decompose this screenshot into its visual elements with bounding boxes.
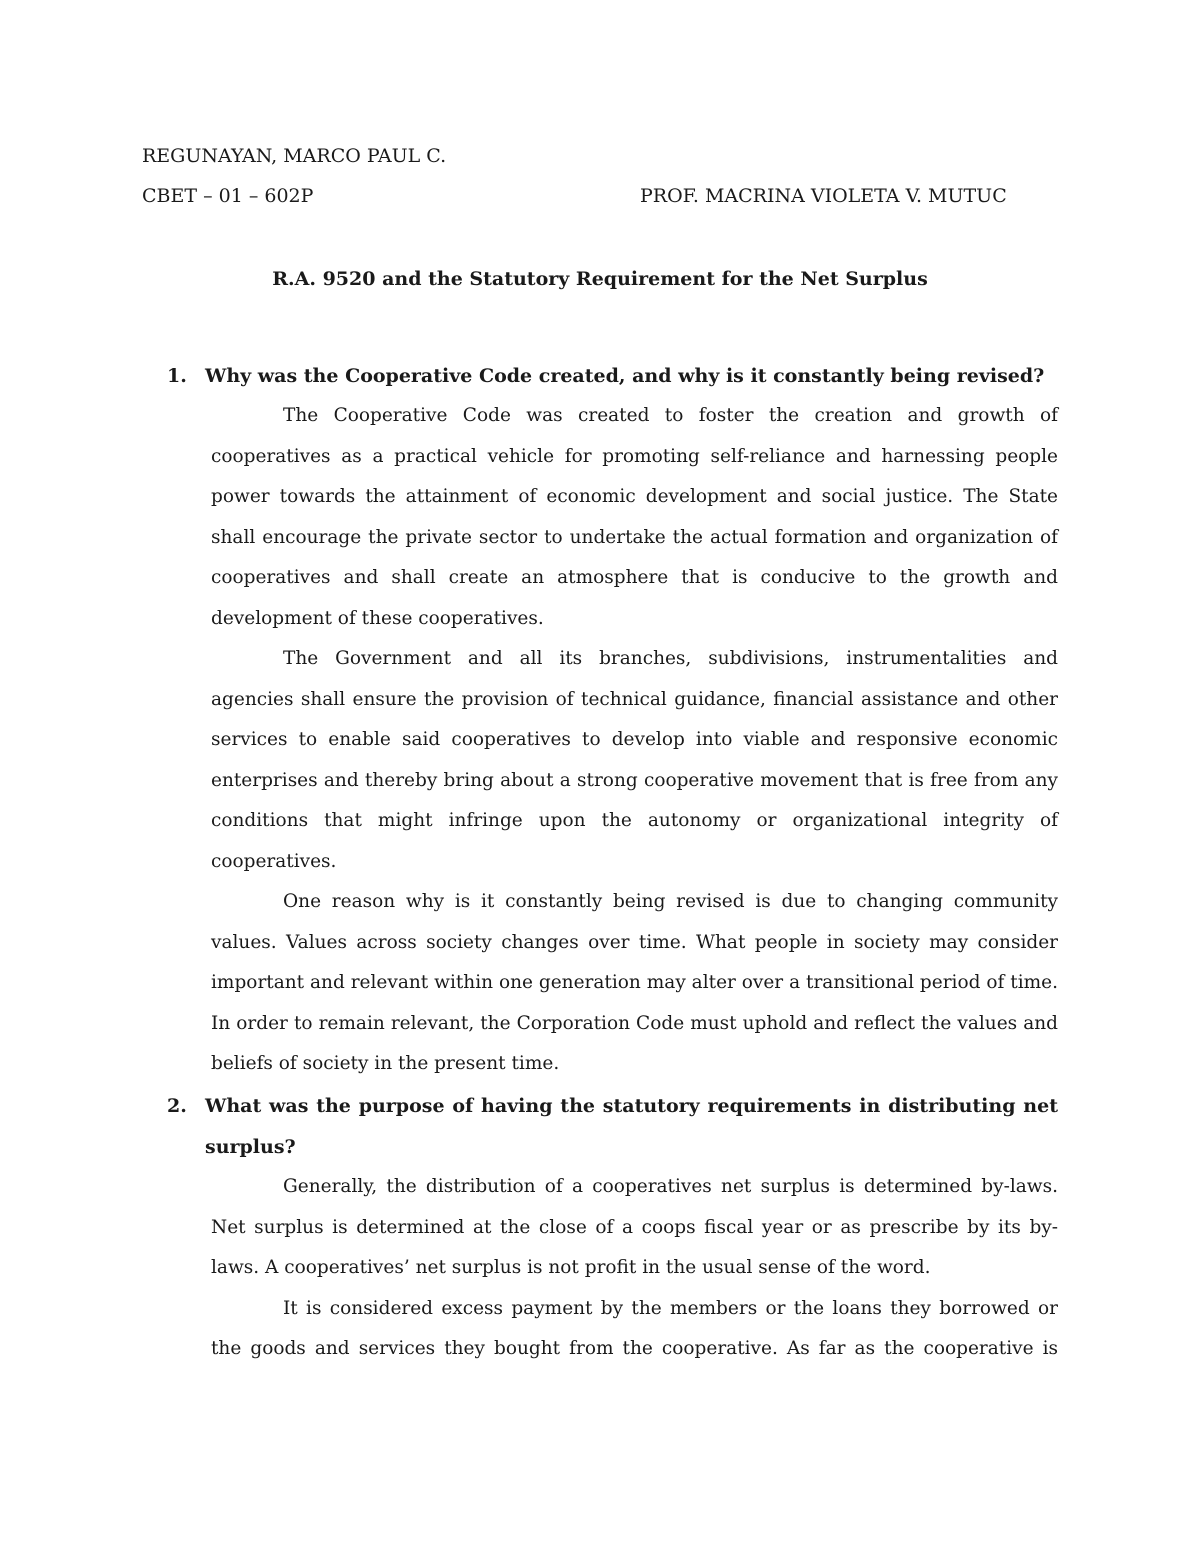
answer-1-paragraph: The Cooperative Code was created to foster the creation and growth of cooperatives as a practical vehicle for promoting self-reliance and harnessing people power towards the attainment of economic development and social justice. The State shall encourage the private sector to undertake the actual formation and organization of cooperatives and shall create an atmosphere that is conducive to the growth and development of these cooperatives. [211,405,1058,629]
answer-1 [211,396,1058,1085]
professor-name: PROF. MACRINA VIOLETA V. MUTUC [640,185,1007,207]
question-1-number: 1. [167,365,187,387]
answer-2-paragraph: It is considered excess payment by the members or the loans they borrowed or the goods and services they bought from the cooperative. As far as the cooperative is [211,1297,1058,1359]
answer-1-paragraph: The Government and all its branches, subdivisions, instrumentalities and agencies shall ensure the provision of technical guidance, financial assistance and other services to enable said cooperatives to develop into viable and responsive economic enterprises and thereby bring about a strong cooperative movement that is free from any conditions that might infringe upon the autonomy or organizational integrity of cooperatives. [211,648,1058,872]
answer-1-paragraph: One reason why is it constantly being revised is due to changing community values. Values across society changes over time. What people in society may consider important and relevant within one generation may alter over a transitional period of time. In order to remain relevant, the Corporation Code must uphold and reflect the values and beliefs of society in the present time. [211,891,1058,1074]
question-2-text: What was the purpose of having the statutory requirements in distributing net surplus? [205,1095,1058,1158]
question-1-text: Why was the Cooperative Code created, and why is it constantly being revised? [205,365,1045,387]
section-code: CBET – 01 – 602P [142,185,314,207]
answer-2-paragraph: Generally, the distribution of a cooperatives net surplus is determined by-laws. Net surplus is determined at the close of a coops fiscal year or as prescribe by its by-laws. A cooperatives’ net surplus is not profit in the usual sense of the word. [211,1176,1058,1278]
answer-2 [211,1167,1058,1370]
author-name: REGUNAYAN, MARCO PAUL C. [142,145,447,167]
question-2-number: 2. [167,1095,187,1117]
document-title: R.A. 9520 and the Statutory Requirement for the Net Surplus [272,268,928,290]
